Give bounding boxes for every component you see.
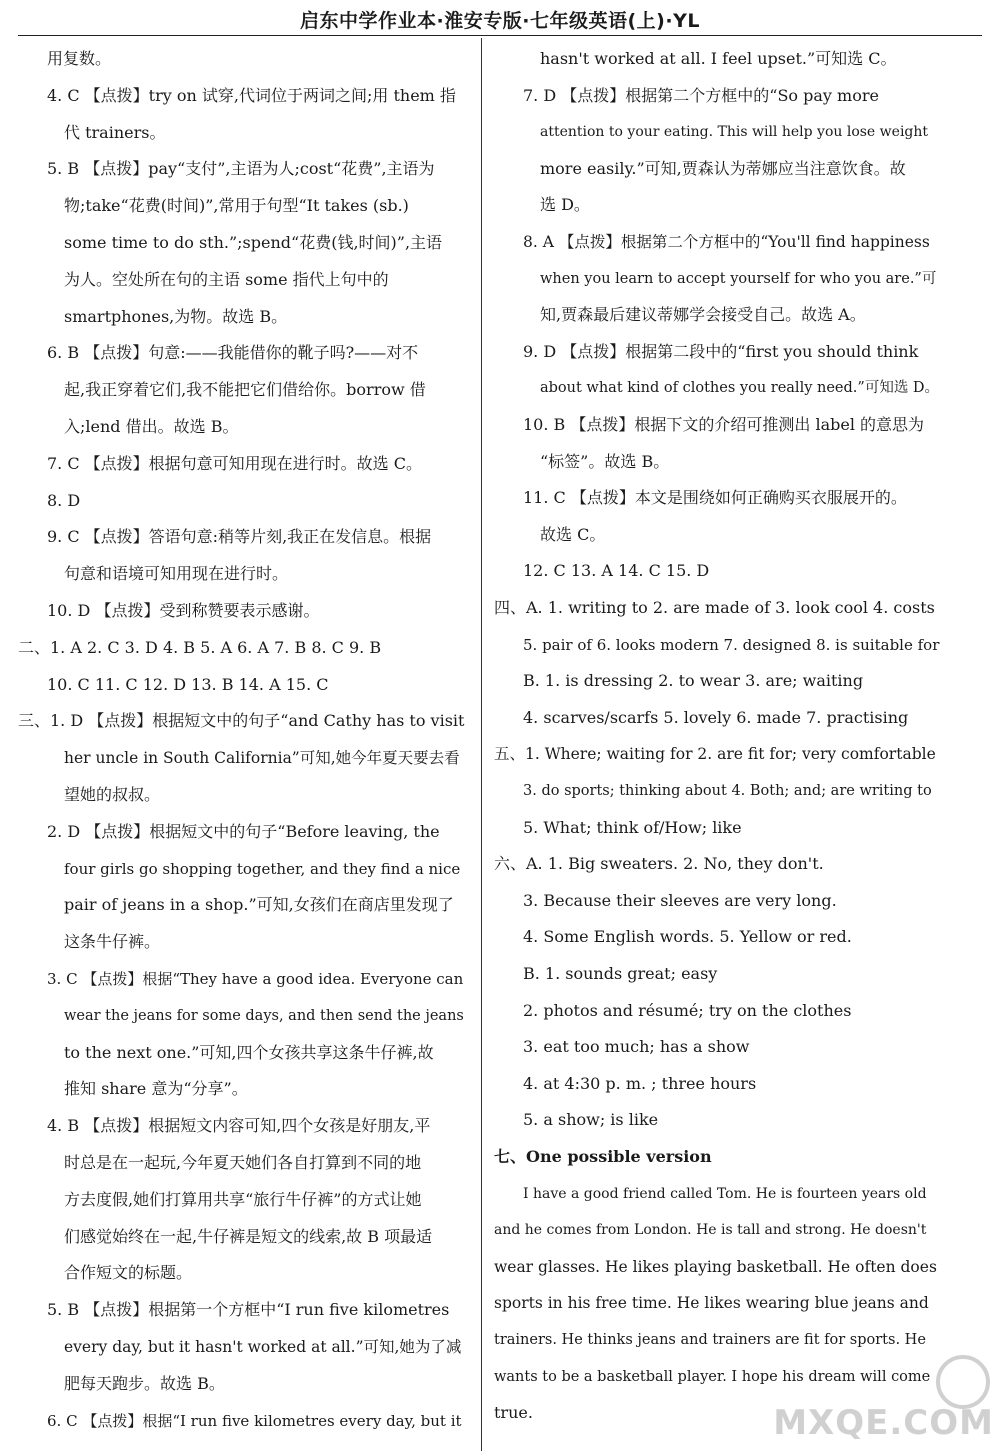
- answer-line: attention to your eating. This will help you lose weight: [540, 124, 929, 141]
- watermark-logo: [773, 1351, 994, 1443]
- answer-line: wear glasses. He likes playing basketball. He often does: [494, 1257, 937, 1276]
- watermark-text: MXQE.COM: [773, 1403, 994, 1443]
- answer-line: true.: [494, 1403, 533, 1423]
- answer-line: 5. B 【点拨】pay“支付”,主语为人;cost“花费”,主语为: [47, 159, 435, 179]
- answer-line: 合作短文的标题。: [64, 1263, 193, 1283]
- answer-line: 4. C 【点拨】try on 试穿,代词位于两词之间;用 them 指: [47, 85, 456, 105]
- answer-line: wear the jeans for some days, and then send the jeans: [64, 1007, 464, 1024]
- answer-line: 2. D 【点拨】根据短文中的句子“Before leaving, the: [47, 821, 440, 841]
- answer-line: 12. C 13. A 14. C 15. D: [523, 561, 710, 581]
- answer-line: 句意和语境可知用现在进行时。: [64, 564, 289, 584]
- answer-line: 时总是在一起玩,今年夏天她们各自打算到不同的地: [64, 1153, 422, 1172]
- answer-line: “标签”。故选 B。: [540, 451, 670, 471]
- answer-line: 为人。空处所在句的主语 some 指代上句中的: [64, 269, 389, 289]
- answer-line: 4. Some English words. 5. Yellow or red.: [523, 927, 852, 947]
- answer-line: hasn't worked at all. I feel upset.”可知选 C。: [540, 49, 897, 68]
- answer-line: 4. at 4:30 p. m. ; three hours: [523, 1073, 757, 1093]
- answer-line: 9. C 【点拨】答语句意:稍等片刻,我正在发信息。根据: [47, 527, 432, 547]
- answer-line: 们感觉始终在一起,牛仔裤是短文的线索,故 B 项最适: [64, 1226, 433, 1246]
- answer-line: 肥每天跑步。故选 B。: [64, 1373, 225, 1393]
- answer-line: 2. photos and résumé; try on the clothes: [523, 1000, 852, 1020]
- header-rule: [18, 35, 982, 36]
- answer-line: every day, but it hasn't worked at all.”可知,她为了减: [64, 1338, 462, 1356]
- answer-line: 5. What; think of/How; like: [523, 817, 742, 837]
- answer-line: 8. A 【点拨】根据第二个方框中的“You'll find happiness: [523, 233, 930, 251]
- answer-line: 6. C 【点拨】根据“I run five kilometres every day, but it: [47, 1411, 462, 1430]
- answer-line: 6. B 【点拨】句意:——我能借你的靴子吗?——对不: [47, 343, 419, 363]
- answer-line: 五、1. Where; waiting for 2. are fit for; very comfortable: [494, 745, 936, 764]
- answer-line: to the next one.”可知,四个女孩共享这条牛仔裤,故: [64, 1042, 434, 1062]
- answer-line: 8. D: [47, 490, 81, 510]
- column-divider: [481, 38, 482, 1451]
- answer-line: when you learn to accept yourself for who you are.”可: [540, 270, 937, 287]
- answer-line: trainers. He thinks jeans and trainers are fit for sports. He: [494, 1332, 926, 1348]
- answer-line: 四、A. 1. writing to 2. are made of 3. look cool 4. costs: [494, 598, 935, 617]
- watermark-badge-icon: [936, 1355, 990, 1409]
- answer-line: 入;lend 借出。故选 B。: [64, 417, 239, 436]
- answer-line: 10. B 【点拨】根据下文的介绍可推测出 label 的意思为: [523, 415, 925, 434]
- page-title: 启东中学作业本·淮安专版·七年级英语(上)·YL: [300, 10, 700, 32]
- answer-line: 5. B 【点拨】根据第一个方框中“I run five kilometres: [47, 1300, 450, 1320]
- answer-line: 3. Because their sleeves are very long.: [523, 890, 837, 910]
- answer-line: 10. C 11. C 12. D 13. B 14. A 15. C: [47, 674, 329, 694]
- answer-line: I have a good friend called Tom. He is fourteen years old: [523, 1185, 927, 1202]
- answer-line: 用复数。: [47, 49, 112, 68]
- answer-line: 起,我正穿着它们,我不能把它们借给你。borrow 借: [64, 380, 426, 400]
- answer-line: and he comes from London. He is tall and strong. He doesn't: [494, 1222, 927, 1239]
- answer-line: 选 D。: [540, 195, 590, 215]
- answer-line: smartphones,为物。故选 B。: [64, 306, 288, 326]
- answer-line: 这条牛仔裤。: [64, 932, 161, 952]
- answer-line: 7. C 【点拨】根据句意可知用现在进行时。故选 C。: [47, 453, 423, 473]
- answer-line: 3. C 【点拨】根据“They have a good idea. Everyone can: [47, 970, 464, 988]
- answer-line: her uncle in South California”可知,她今年夏天要去看: [64, 749, 460, 768]
- answer-line: four girls go shopping together, and they find a nice: [64, 859, 461, 878]
- answer-line: 望她的叔叔。: [64, 785, 161, 804]
- answer-line: wants to be a basketball player. I hope his dream will come: [494, 1368, 931, 1385]
- answer-line: 七、One possible version: [494, 1147, 712, 1166]
- answer-line: 知,贾森最后建议蒂娜学会接受自己。故选 A。: [540, 305, 866, 325]
- answer-line: 5. a show; is like: [523, 1110, 659, 1130]
- answer-line: 10. D 【点拨】受到称赞要表示感谢。: [47, 601, 320, 620]
- answer-line: more easily.”可知,贾森认为蒂娜应当注意饮食。故: [540, 158, 906, 178]
- answer-line: 4. B 【点拨】根据短文内容可知,四个女孩是好朋友,平: [47, 1116, 431, 1136]
- answer-line: 4. scarves/scarfs 5. lovely 6. made 7. practising: [523, 707, 909, 727]
- answer-line: 二、1. A 2. C 3. D 4. B 5. A 6. A 7. B 8. C 9. B: [18, 637, 382, 657]
- answer-line: sports in his free time. He likes wearing blue jeans and: [494, 1294, 929, 1313]
- answer-line: some time to do sth.”;spend“花费(钱,时间)”,主语: [64, 233, 443, 252]
- answer-line: 9. D 【点拨】根据第二段中的“first you should think: [523, 341, 919, 361]
- answer-line: 11. C 【点拨】本文是围绕如何正确购买衣服展开的。: [523, 488, 907, 508]
- answer-line: 7. D 【点拨】根据第二个方框中的“So pay more: [523, 85, 879, 105]
- answer-line: 3. do sports; thinking about 4. Both; and; are writing to: [523, 783, 932, 799]
- answer-line: 三、1. D 【点拨】根据短文中的句子“and Cathy has to visit: [18, 711, 465, 731]
- answer-line: about what kind of clothes you really need.”可知选 D。: [540, 380, 940, 397]
- answer-line: 代 trainers。: [64, 122, 166, 142]
- answer-line: B. 1. sounds great; easy: [523, 964, 718, 983]
- answer-line: 故选 C。: [540, 524, 606, 544]
- answer-line: 物;take“花费(时间)”,常用于句型“It takes (sb.): [64, 196, 409, 216]
- answer-line: B. 1. is dressing 2. to wear 3. are; waiting: [523, 671, 864, 691]
- page-header: [0, 0, 1000, 40]
- answer-line: 3. eat too much; has a show: [523, 1037, 750, 1057]
- answer-line: 推知 share 意为“分享”。: [64, 1079, 248, 1099]
- answer-line: 六、A. 1. Big sweaters. 2. No, they don't.: [494, 854, 824, 874]
- answer-line: 5. pair of 6. looks modern 7. designed 8. is suitable for: [523, 635, 940, 654]
- answer-line: pair of jeans in a shop.”可知,女孩们在商店里发现了: [64, 895, 454, 915]
- answer-line: 方去度假,她们打算用共享“旅行牛仔裤”的方式让她: [64, 1189, 422, 1209]
